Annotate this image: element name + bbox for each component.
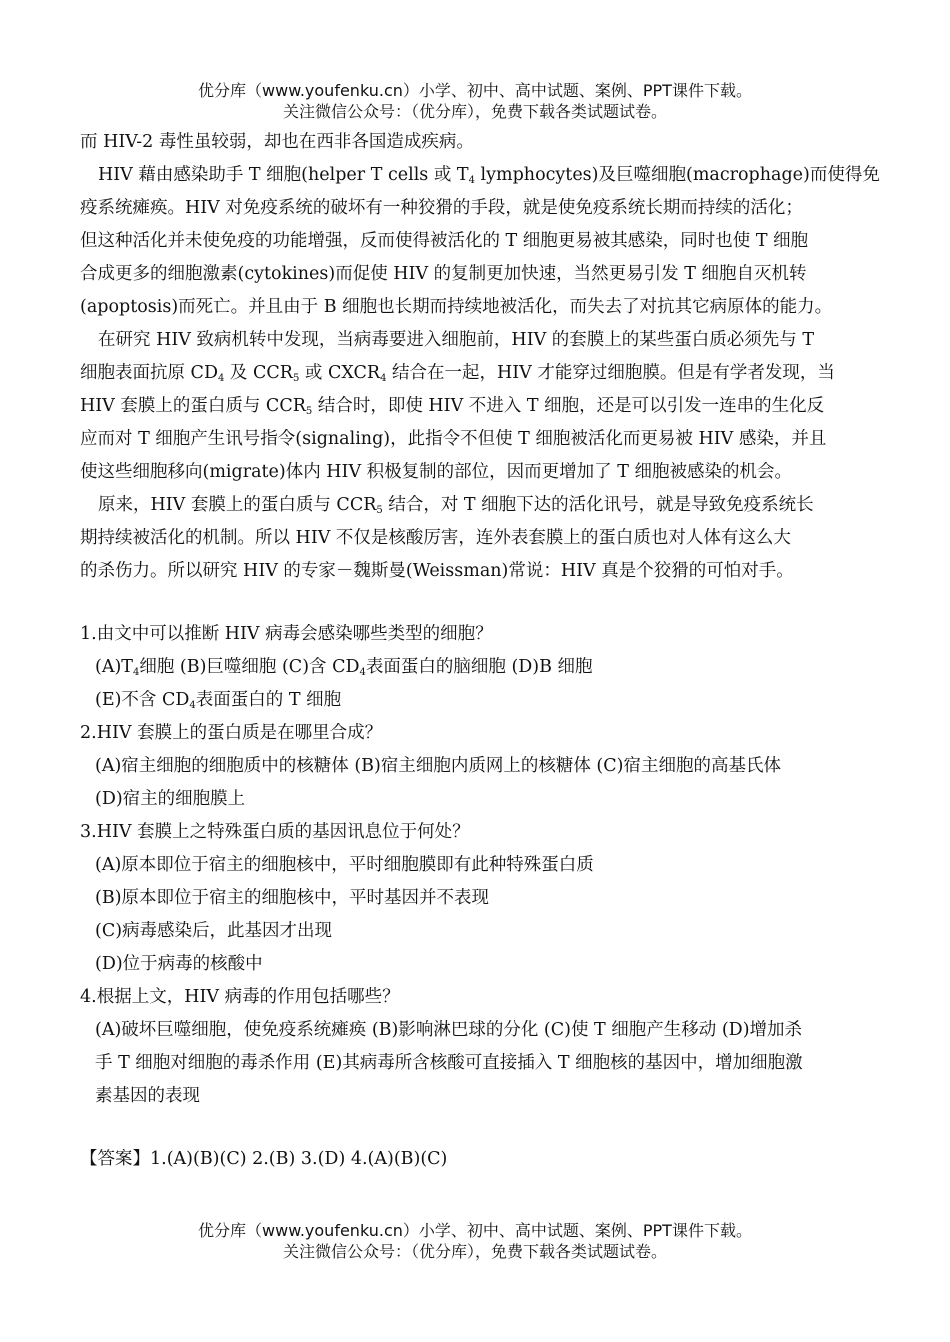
passage xyxy=(80,126,880,588)
question-2-options: (A)宿主细胞的细胞质中的核糖体 (B)宿主细胞内质网上的核糖体 (C)宿主细胞的高基氏体 xyxy=(95,756,781,776)
answer-key: 【答案】1.(A)(B)(C) 2.(B) 3.(D) 4.(A)(B)(C) xyxy=(80,1149,448,1169)
passage-line: 疫系统瘫痪。HIV 对免疫系统的破坏有一种狡猾的手段，就是使免疫系统长期而持续的活化； xyxy=(80,198,803,218)
passage-line: 使这些细胞移向(migrate)体内 HIV 积极复制的部位，因而更增加了 T 细胞被感染的机会。 xyxy=(80,462,792,482)
question-1-options: $(A)T_4$细胞 (B)巨噬细胞 (C)含 $CD_4$表面蛋白的脑细胞 (D)B 细胞 xyxy=(95,657,593,678)
page-header xyxy=(0,80,950,122)
footer-line-1: 优分库（www.youfenku.cn）小学、初中、高中试题、案例、PPT课件下载。 xyxy=(198,1221,752,1240)
passage-line: 而 HIV-2 毒性虽较弱，却也在西非各国造成疾病。 xyxy=(80,132,474,152)
question-2-options: (D)宿主的细胞膜上 xyxy=(95,789,246,809)
question-1-options: (E)不含 $CD_4$表面蛋白的 T 细胞 xyxy=(95,690,342,711)
passage-line: 期持续被活化的机制。所以 HIV 不仅是核酸厉害，连外表套膜上的蛋白质也对人体有这么大 xyxy=(80,528,791,548)
question-3-option: (B)原本即位于宿主的细胞核中，平时基因并不表现 xyxy=(95,888,490,908)
question-3-option: (C)病毒感染后，此基因才出现 xyxy=(95,921,333,941)
passage-line: 在研究 HIV 致病机转中发现，当病毒要进入细胞前，HIV 的套膜上的某些蛋白质必须先与 T xyxy=(98,330,815,350)
footer-line-2: 关注微信公众号：（优分库），免费下载各类试题试卷。 xyxy=(282,1242,667,1261)
question-4-options: 素基因的表现 xyxy=(95,1086,200,1106)
document-body xyxy=(80,126,880,1176)
question-4-options: (A)破坏巨噬细胞，使免疫系统瘫痪 (B)影响淋巴球的分化 (C)使 T 细胞产生移动 (D)增加杀 xyxy=(95,1020,803,1040)
passage-line: 合成更多的细胞激素(cytokines)而促使 HIV 的复制更加快速，当然更易引发 T 细胞自灭机转 xyxy=(80,264,807,284)
question-3: 3.HIV 套膜上之特殊蛋白质的基因讯息位于何处？ xyxy=(80,822,470,842)
question-1: 1.由文中可以推断 HIV 病毒会感染哪些类型的细胞？ xyxy=(80,624,493,644)
question-2: 2.HIV 套膜上的蛋白质是在哪里合成？ xyxy=(80,723,383,743)
question-3-option: (D)位于病毒的核酸中 xyxy=(95,954,263,974)
question-3-option: (A)原本即位于宿主的细胞核中，平时细胞膜即有此种特殊蛋白质 xyxy=(95,855,594,875)
passage-line: 细胞表面抗原 $CD_4$ 及 $CCR_5$ 或 $CXCR_4$ 结合在一起，HIV 才能穿过细胞膜。但是有学者发现，当 xyxy=(80,363,835,384)
question-4: 4.根据上文，HIV 病毒的作用包括哪些？ xyxy=(80,987,400,1007)
passage-line: 的杀伤力。所以研究 HIV 的专家－魏斯曼(Weissman)常说：HIV 真是个狡猾的可怕对手。 xyxy=(80,561,794,581)
page-footer xyxy=(0,1220,950,1262)
passage-line: HIV 藉由感染助手 T 细胞(helper T cells 或 $T_4$ lymphocytes)及巨噬细胞(macrophage)而使得免 xyxy=(98,165,880,186)
passage-line: 应而对 T 细胞产生讯号指令(signaling)，此指令不但使 T 细胞被活化而更易被 HIV 感染，并且 xyxy=(80,429,827,449)
passage-line: HIV 套膜上的蛋白质与 $CCR_5$ 结合时，即使 HIV 不进入 T 细胞，还是可以引发一连串的生化反 xyxy=(80,396,825,417)
questions xyxy=(80,618,875,1113)
passage-line: 但这种活化并未使免疫的功能增强，反而使得被活化的 T 细胞更易被其感染，同时也使 T 细胞 xyxy=(80,231,809,251)
passage-line: 原来，HIV 套膜上的蛋白质与 $CCR_5$ 结合，对 T 细胞下达的活化讯号，就是导致免疫系统长 xyxy=(98,495,814,516)
header-line-1: 优分库（www.youfenku.cn）小学、初中、高中试题、案例、PPT课件下载。 xyxy=(198,81,752,100)
passage-line: (apoptosis)而死亡。并且由于 B 细胞也长期而持续地被活化，而失去了对抗其它病原体的能力。 xyxy=(80,297,833,317)
question-4-options: 手 T 细胞对细胞的毒杀作用 (E)其病毒所含核酸可直接插入 T 细胞核的基因中，增加细胞激 xyxy=(95,1053,803,1073)
header-line-2: 关注微信公众号：（优分库），免费下载各类试题试卷。 xyxy=(282,102,667,121)
